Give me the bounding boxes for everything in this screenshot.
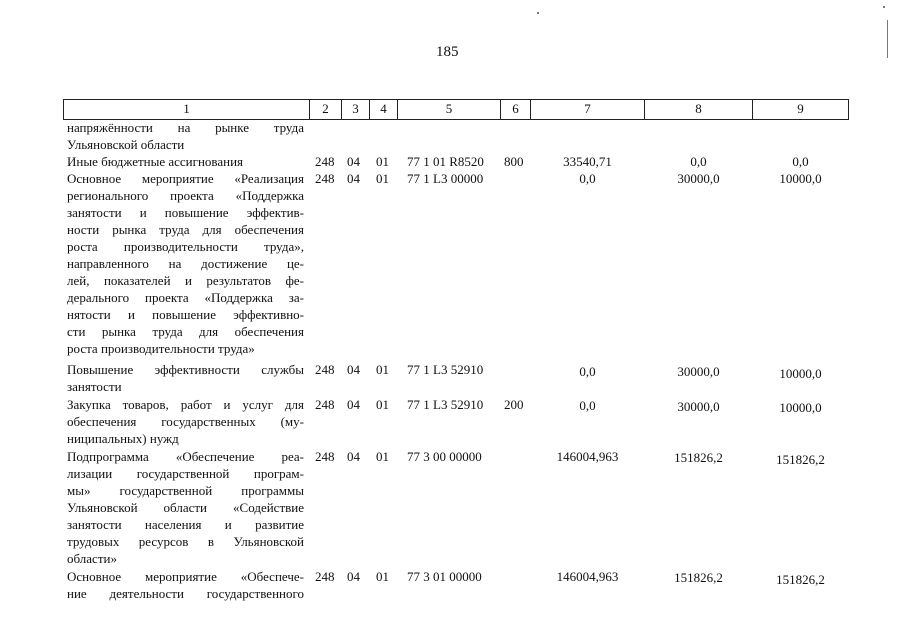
value-col-8: 151826,2 xyxy=(674,570,723,585)
ministry-code: 248 xyxy=(315,397,335,412)
subsection-code: 01 xyxy=(376,362,389,377)
subsection-code: 01 xyxy=(376,449,389,464)
row-name-line: Повышение эффективности службы xyxy=(67,362,304,377)
column-header: 1 xyxy=(183,101,190,116)
expense-type-code: 200 xyxy=(504,397,524,412)
row-name-line: регионального проекта «Поддержка xyxy=(67,188,304,203)
row-name-line: ниципальных) нужд xyxy=(67,431,179,446)
section-code: 04 xyxy=(347,449,360,464)
row-name-line: Иные бюджетные ассигнования xyxy=(67,154,244,169)
row-name-line: Закупка товаров, работ и услуг для xyxy=(67,397,304,412)
target-code: 77 1 L3 00000 xyxy=(407,171,484,186)
value-col-7: 0,0 xyxy=(579,364,596,379)
row-name-line: Подпрограмма «Обеспечение реа- xyxy=(67,449,304,464)
value-col-8: 30000,0 xyxy=(677,364,720,379)
column-header: 4 xyxy=(380,101,387,116)
scan-speck xyxy=(537,12,539,14)
row-name-line: трудовых ресурсов в Ульяновской xyxy=(67,534,304,549)
section-code: 04 xyxy=(347,171,360,186)
row-name-line: занятости xyxy=(67,379,122,394)
row-name-line: обеспечения государственных (му- xyxy=(67,414,304,429)
target-code: 77 1 L3 52910 xyxy=(407,362,484,377)
subsection-code: 01 xyxy=(376,171,389,186)
row-name-line: области» xyxy=(67,551,117,566)
value-col-7: 146004,963 xyxy=(556,449,619,464)
row-name-line: ние деятельности государственного xyxy=(67,586,304,601)
ministry-code: 248 xyxy=(315,362,335,377)
column-header: 7 xyxy=(584,101,591,116)
row-name-line: напряжённости на рынке труда xyxy=(67,120,304,135)
value-col-9: 10000,0 xyxy=(779,366,822,381)
value-col-7: 0,0 xyxy=(579,171,596,186)
value-col-9: 151826,2 xyxy=(776,572,825,587)
subsection-code: 01 xyxy=(376,569,389,584)
value-col-7: 146004,963 xyxy=(556,569,619,584)
row-name-line: Ульяновской области «Содействие xyxy=(67,500,304,515)
row-name-line: Основное мероприятие «Обеспече- xyxy=(67,569,304,584)
value-col-8: 30000,0 xyxy=(677,171,720,186)
row-name-line: направленного на достижение це- xyxy=(67,256,304,271)
row-name-line: роста производительности труда» xyxy=(67,341,255,356)
value-col-9: 10000,0 xyxy=(779,400,822,415)
row-name-line: мы» государственной программы xyxy=(67,483,304,498)
target-code: 77 3 01 00000 xyxy=(407,569,482,584)
ministry-code: 248 xyxy=(315,154,335,169)
column-header: 2 xyxy=(322,101,329,116)
column-header: 9 xyxy=(797,101,804,116)
row-name-line: Основное мероприятие «Реализация xyxy=(67,171,304,186)
subsection-code: 01 xyxy=(376,397,389,412)
target-code: 77 1 L3 52910 xyxy=(407,397,484,412)
section-code: 04 xyxy=(347,397,360,412)
target-code: 77 3 00 00000 xyxy=(407,449,482,464)
value-col-8: 0,0 xyxy=(690,154,707,169)
column-header: 8 xyxy=(695,101,702,116)
section-code: 04 xyxy=(347,362,360,377)
row-name-line: дерального проекта «Поддержка за- xyxy=(67,290,304,305)
column-header: 3 xyxy=(352,101,359,116)
column-header: 6 xyxy=(512,101,519,116)
value-col-8: 151826,2 xyxy=(674,450,723,465)
ministry-code: 248 xyxy=(315,171,335,186)
row-name-line: лизации государственной програм- xyxy=(67,466,304,481)
header-divider xyxy=(848,99,849,120)
expense-type-code: 800 xyxy=(504,154,524,169)
ministry-code: 248 xyxy=(315,449,335,464)
row-name-line: нятости и повышение эффективно- xyxy=(67,307,304,322)
value-col-7: 33540,71 xyxy=(563,154,612,169)
value-col-7: 0,0 xyxy=(579,398,596,413)
row-name-line: занятости населения и развитие xyxy=(67,517,304,532)
row-name-line: роста производительности труда», xyxy=(67,239,304,254)
subsection-code: 01 xyxy=(376,154,389,169)
row-name-line: ности рынка труда для обеспечения xyxy=(67,222,304,237)
ministry-code: 248 xyxy=(315,569,335,584)
row-name-line: лей, показателей и результатов фе- xyxy=(67,273,304,288)
scan-speck xyxy=(883,6,885,8)
section-code: 04 xyxy=(347,154,360,169)
value-col-9: 151826,2 xyxy=(776,452,825,467)
scan-margin-mark xyxy=(887,20,888,58)
target-code: 77 1 01 R8520 xyxy=(407,154,484,169)
column-header: 5 xyxy=(445,101,453,116)
value-col-9: 0,0 xyxy=(792,154,809,169)
row-name-line: занятости и повышение эффектив- xyxy=(67,205,304,220)
section-code: 04 xyxy=(347,569,360,584)
page-number: 185 xyxy=(436,44,459,60)
value-col-9: 10000,0 xyxy=(779,171,822,186)
row-name-line: Ульяновской области xyxy=(67,137,185,152)
row-name-line: сти рынка труда для обеспечения xyxy=(67,324,304,339)
value-col-8: 30000,0 xyxy=(677,399,720,414)
